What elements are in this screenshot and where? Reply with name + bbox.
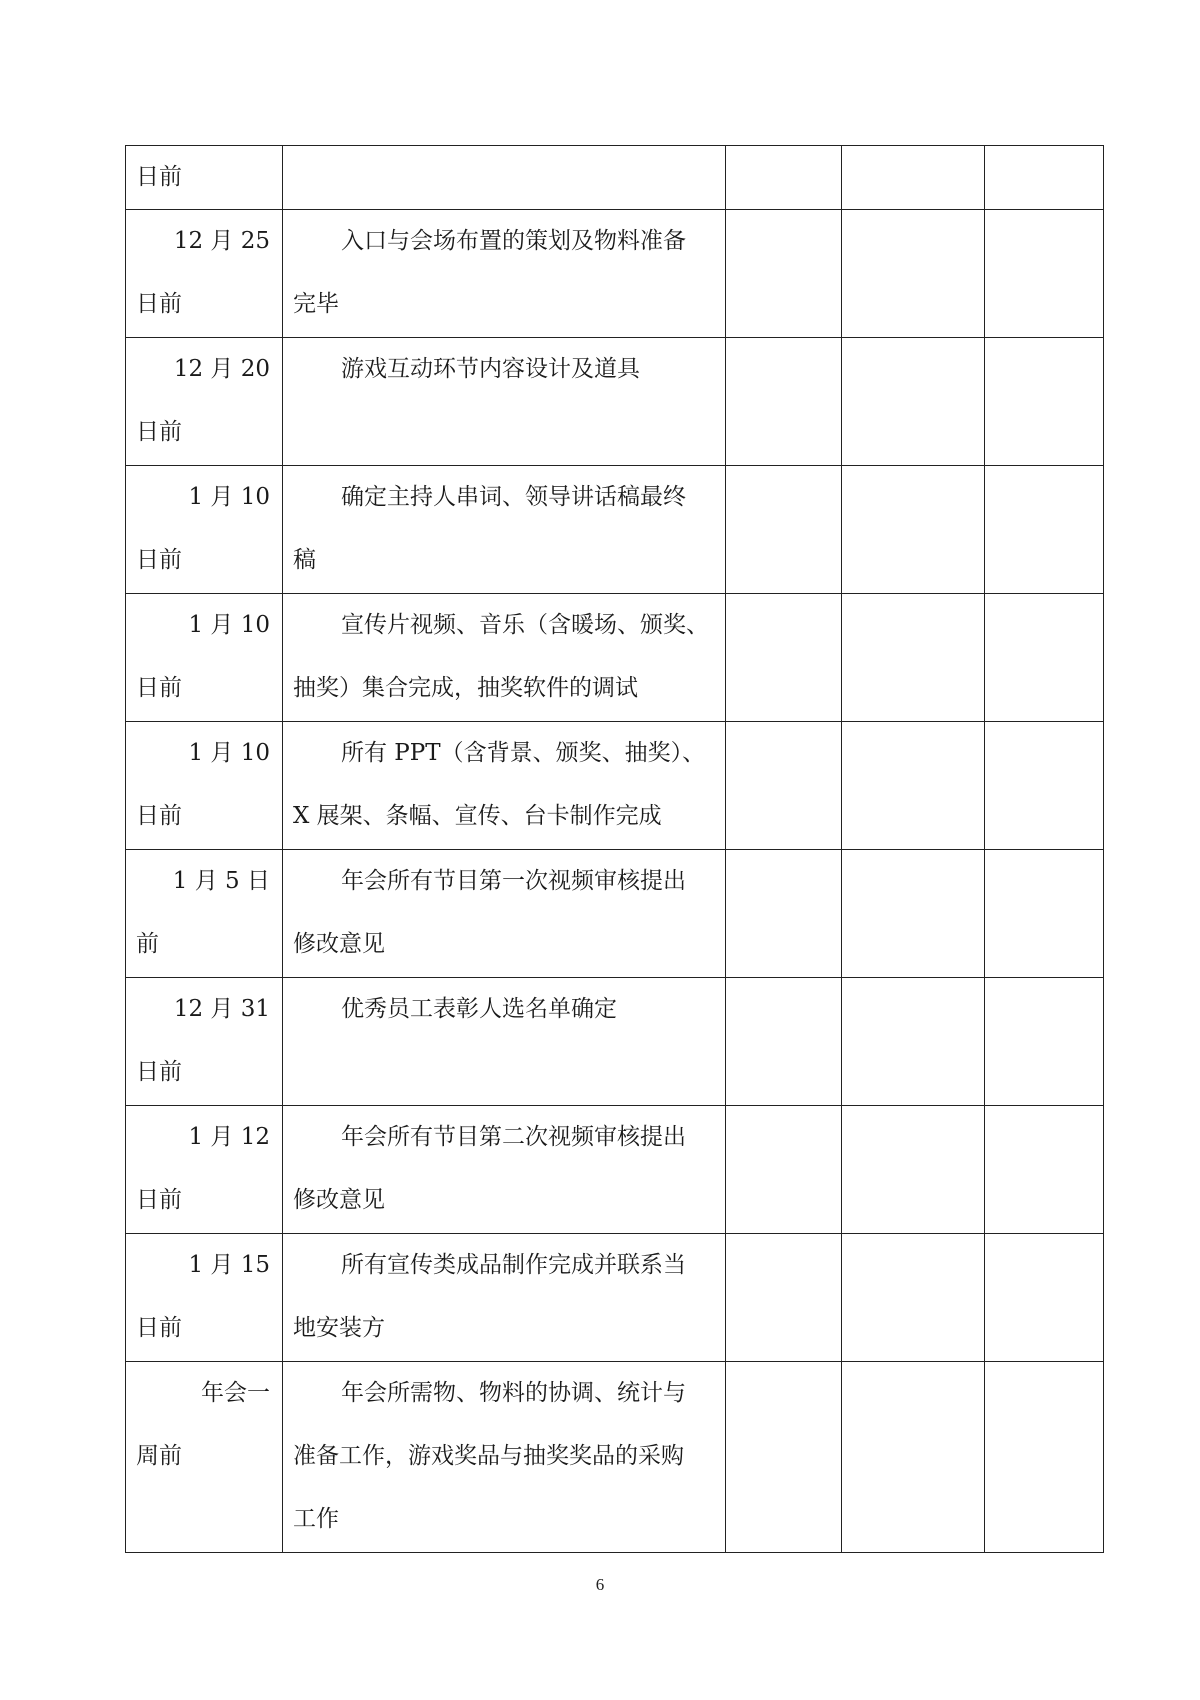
table-row bbox=[126, 594, 1104, 722]
task-text: 入口与会场布置的策划及物料准备 bbox=[341, 228, 686, 254]
task-text: 确定主持人串词、领导讲话稿最终 bbox=[341, 484, 686, 510]
empty-cell bbox=[726, 850, 842, 978]
schedule-table bbox=[125, 145, 1104, 1553]
empty-cell bbox=[726, 594, 842, 722]
date-text: 日前 bbox=[136, 419, 182, 445]
task-text: 准备工作，游戏奖品与抽奖奖品的采购 bbox=[293, 1443, 684, 1469]
date-text: 周前 bbox=[136, 1443, 182, 1469]
empty-cell bbox=[726, 1234, 842, 1362]
table-row bbox=[126, 146, 1104, 210]
date-cell bbox=[126, 722, 283, 850]
empty-cell bbox=[985, 850, 1104, 978]
empty-cell bbox=[842, 210, 985, 338]
table-row bbox=[126, 338, 1104, 466]
task-cell bbox=[283, 1234, 726, 1362]
task-text: 年会所有节目第二次视频审核提出 bbox=[341, 1124, 686, 1150]
date-text: 日前 bbox=[136, 291, 182, 317]
task-text: 优秀员工表彰人选名单确定 bbox=[341, 996, 617, 1022]
empty-cell bbox=[842, 1234, 985, 1362]
task-cell bbox=[283, 594, 726, 722]
page-number: 6 bbox=[595, 1575, 605, 1594]
empty-cell bbox=[726, 1362, 842, 1553]
empty-cell bbox=[985, 466, 1104, 594]
empty-cell bbox=[985, 1106, 1104, 1234]
task-text: 所有宣传类成品制作完成并联系当 bbox=[341, 1252, 686, 1278]
table-row bbox=[126, 978, 1104, 1106]
empty-cell bbox=[726, 978, 842, 1106]
date-text: 1 月 10 bbox=[188, 484, 270, 510]
task-text: X 展架、条幅、宣传、台卡制作完成 bbox=[293, 803, 662, 829]
task-cell bbox=[283, 722, 726, 850]
date-text: 12 月 31 bbox=[173, 996, 270, 1022]
task-cell bbox=[283, 146, 726, 210]
empty-cell bbox=[842, 338, 985, 466]
date-text: 12 月 25 bbox=[173, 228, 270, 254]
date-text: 1 月 5 日 bbox=[172, 868, 270, 894]
date-text: 日前 bbox=[136, 803, 182, 829]
task-cell bbox=[283, 978, 726, 1106]
date-cell bbox=[126, 338, 283, 466]
task-text: 所有 PPT（含背景、颁奖、抽奖）、 bbox=[341, 740, 706, 766]
empty-cell bbox=[985, 1362, 1104, 1553]
empty-cell bbox=[842, 722, 985, 850]
empty-cell bbox=[842, 146, 985, 210]
empty-cell bbox=[726, 146, 842, 210]
date-text: 前 bbox=[136, 931, 159, 957]
task-text: 修改意见 bbox=[293, 1187, 385, 1213]
task-text: 年会所需物、物料的协调、统计与 bbox=[341, 1380, 686, 1406]
task-cell bbox=[283, 466, 726, 594]
empty-cell bbox=[985, 722, 1104, 850]
task-text: 稿 bbox=[293, 547, 316, 573]
empty-cell bbox=[985, 210, 1104, 338]
empty-cell bbox=[985, 338, 1104, 466]
date-text: 1 月 10 bbox=[188, 612, 270, 638]
date-text: 日前 bbox=[136, 1187, 182, 1213]
empty-cell bbox=[842, 850, 985, 978]
date-text: 日前 bbox=[136, 675, 182, 701]
task-text: 抽奖）集合完成，抽奖软件的调试 bbox=[293, 675, 638, 701]
task-cell bbox=[283, 210, 726, 338]
date-cell bbox=[126, 1234, 283, 1362]
date-cell bbox=[126, 1106, 283, 1234]
task-text: 宣传片视频、音乐（含暖场、颁奖、 bbox=[341, 612, 709, 638]
empty-cell bbox=[842, 594, 985, 722]
date-text: 12 月 20 bbox=[173, 356, 270, 382]
date-cell bbox=[126, 466, 283, 594]
date-text: 日前 bbox=[136, 164, 182, 190]
task-text: 年会所有节目第一次视频审核提出 bbox=[341, 868, 686, 894]
empty-cell bbox=[726, 466, 842, 594]
table-row bbox=[126, 210, 1104, 338]
empty-cell bbox=[726, 722, 842, 850]
date-cell bbox=[126, 850, 283, 978]
table-row bbox=[126, 722, 1104, 850]
empty-cell bbox=[842, 978, 985, 1106]
task-cell bbox=[283, 1106, 726, 1234]
date-text: 年会一 bbox=[201, 1380, 270, 1406]
empty-cell bbox=[726, 338, 842, 466]
task-cell bbox=[283, 338, 726, 466]
date-cell bbox=[126, 594, 283, 722]
table-row bbox=[126, 1234, 1104, 1362]
date-cell bbox=[126, 1362, 283, 1553]
task-cell bbox=[283, 850, 726, 978]
task-text: 游戏互动环节内容设计及道具 bbox=[341, 356, 640, 382]
date-text: 1 月 12 bbox=[188, 1124, 270, 1150]
task-text: 地安装方 bbox=[293, 1315, 385, 1341]
empty-cell bbox=[726, 210, 842, 338]
date-text: 日前 bbox=[136, 547, 182, 573]
date-cell bbox=[126, 210, 283, 338]
task-text: 修改意见 bbox=[293, 931, 385, 957]
task-text: 工作 bbox=[293, 1506, 339, 1532]
empty-cell bbox=[842, 466, 985, 594]
empty-cell bbox=[842, 1106, 985, 1234]
table-row bbox=[126, 466, 1104, 594]
task-cell bbox=[283, 1362, 726, 1553]
empty-cell bbox=[985, 1234, 1104, 1362]
empty-cell bbox=[726, 1106, 842, 1234]
date-text: 1 月 10 bbox=[188, 740, 270, 766]
empty-cell bbox=[985, 978, 1104, 1106]
date-text: 日前 bbox=[136, 1315, 182, 1341]
empty-cell bbox=[985, 146, 1104, 210]
empty-cell bbox=[842, 1362, 985, 1553]
task-text: 完毕 bbox=[293, 291, 339, 317]
table-row bbox=[126, 1362, 1104, 1553]
date-cell bbox=[126, 146, 283, 210]
table-row bbox=[126, 1106, 1104, 1234]
date-text: 日前 bbox=[136, 1059, 182, 1085]
empty-cell bbox=[985, 594, 1104, 722]
date-cell bbox=[126, 978, 283, 1106]
table-row bbox=[126, 850, 1104, 978]
date-text: 1 月 15 bbox=[188, 1252, 270, 1278]
